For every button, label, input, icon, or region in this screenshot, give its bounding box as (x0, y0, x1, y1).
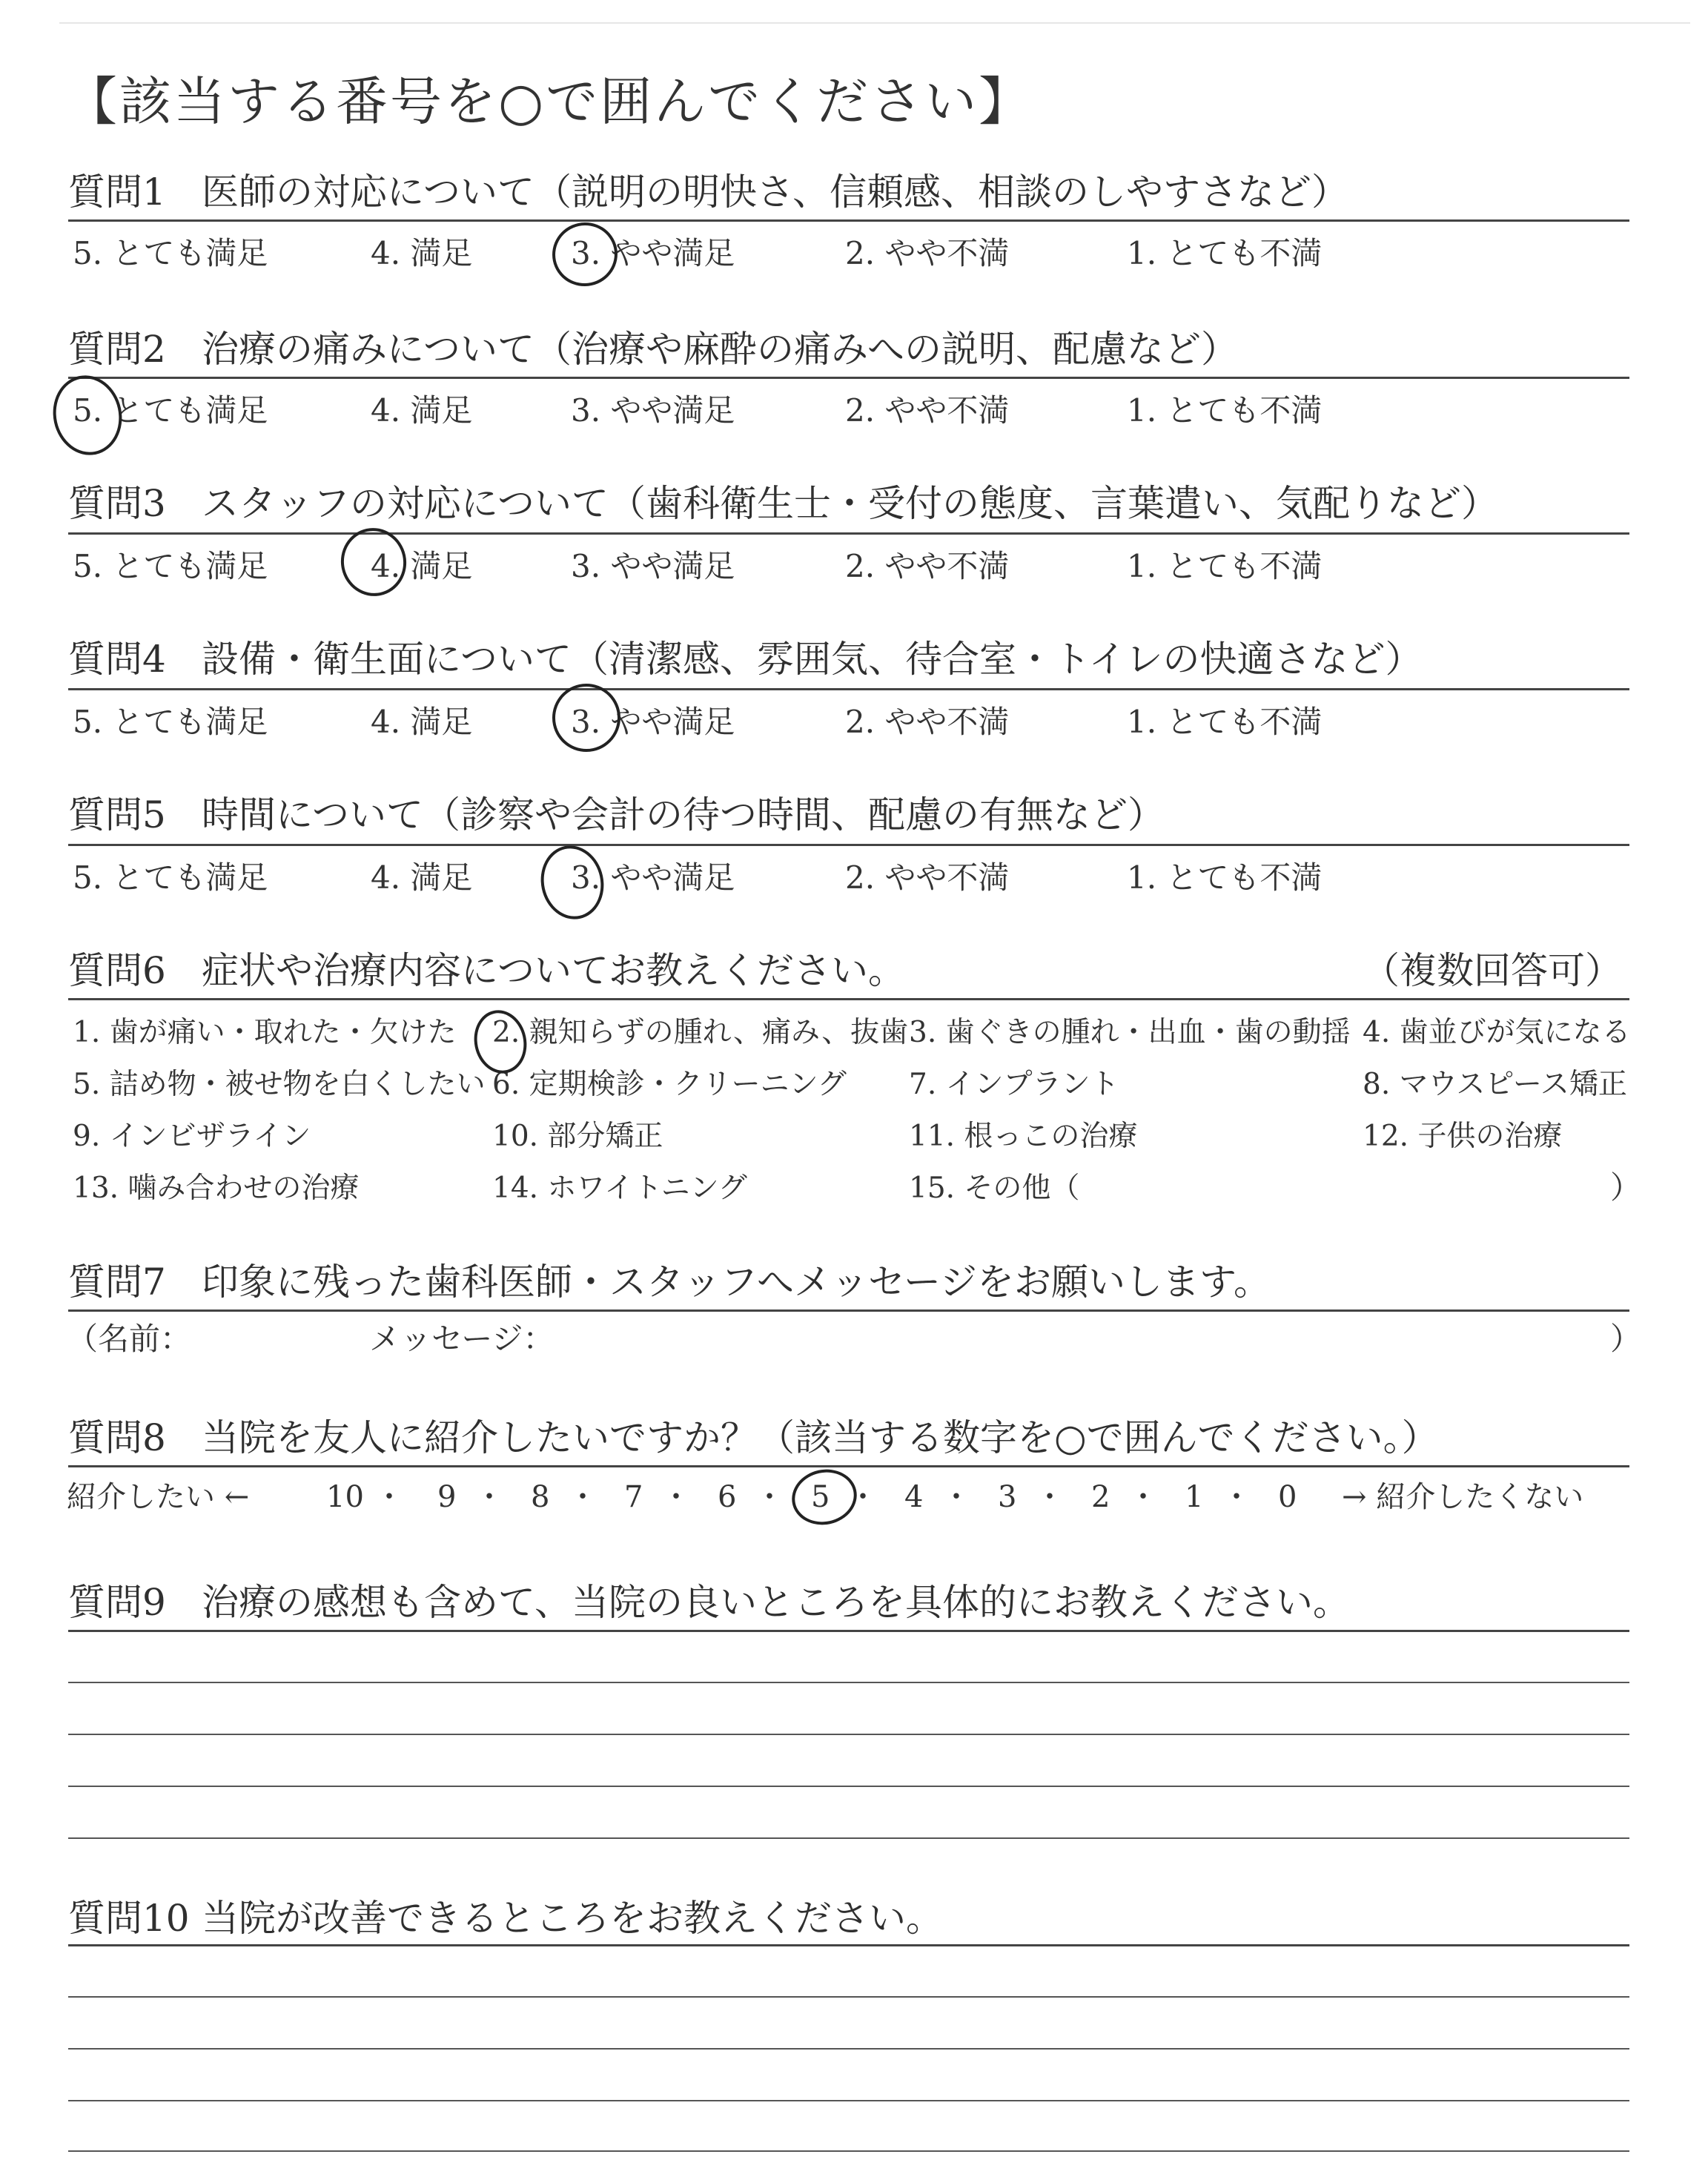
q6-number: 質問6 (68, 949, 166, 992)
q5-answer-circle (534, 839, 611, 925)
q8-dot: ・ (568, 1480, 598, 1514)
q3-option-5[interactable]: 5. とても満足 (73, 548, 268, 584)
q8-dot: ・ (1128, 1480, 1158, 1514)
q3-option-1[interactable]: 1. とても不満 (1127, 548, 1323, 584)
q6-option-12[interactable]: 12. 子供の治療 (1363, 1120, 1563, 1153)
q8-scale-5[interactable]: 5 (811, 1480, 830, 1514)
q4-option-1[interactable]: 1. とても不満 (1127, 704, 1323, 740)
q6-option-2[interactable]: 2. 親知らずの腫れ、痛み、抜歯 (492, 1016, 909, 1049)
q6-option-13[interactable]: 13. 噛み合わせの治療 (73, 1172, 360, 1205)
q8-scale-1[interactable]: 1 (1185, 1480, 1204, 1514)
q8-dot: ・ (848, 1480, 878, 1514)
q1-number: 質問1 (68, 171, 166, 214)
q6-option-9[interactable]: 9. インビザライン (73, 1120, 311, 1153)
q3-number: 質問3 (68, 482, 166, 525)
q4-rule (68, 688, 1629, 690)
q6-option-15[interactable]: 15. その他（ (909, 1172, 1080, 1205)
q7-close-paren: ） (1610, 1321, 1642, 1357)
q5-number: 質問5 (68, 793, 166, 836)
q2-title (68, 326, 1238, 372)
q8-scale-0[interactable]: 0 (1278, 1480, 1297, 1514)
q8-left-label: 紹介したい ← (67, 1480, 250, 1514)
q10-answer-line[interactable] (68, 2150, 1629, 2152)
q5-option-3[interactable]: 3. やや満足 (571, 859, 735, 896)
q2-rule (68, 377, 1629, 379)
q3-option-2[interactable]: 2. やや不満 (845, 548, 1010, 584)
q7-number: 質問7 (68, 1261, 166, 1304)
q6-option-8[interactable]: 8. マウスピース矯正 (1363, 1068, 1627, 1101)
q5-option-2[interactable]: 2. やや不満 (845, 859, 1010, 896)
q5-title (68, 792, 1165, 838)
q3-text: スタッフの対応について（歯科衛生士・受付の態度、言葉遣い、気配りなど） (202, 482, 1498, 525)
q8-dot: ・ (374, 1480, 404, 1514)
q1-option-5[interactable]: 5. とても満足 (73, 235, 268, 271)
q3-title (68, 480, 1498, 526)
q8-answer-circle (787, 1464, 861, 1531)
q8-scale-6[interactable]: 6 (718, 1480, 737, 1514)
q5-option-1[interactable]: 1. とても不満 (1127, 859, 1323, 896)
q2-option-3[interactable]: 3. やや満足 (571, 392, 735, 429)
q6-option-10[interactable]: 10. 部分矯正 (492, 1120, 663, 1153)
q5-rule (68, 844, 1629, 846)
q6-option-1[interactable]: 1. 歯が痛い・取れた・欠けた (73, 1016, 457, 1049)
q5-option-4[interactable]: 4. 満足 (371, 859, 473, 896)
q9-rule (68, 1630, 1629, 1632)
q8-scale-10[interactable]: 10 (326, 1480, 364, 1514)
q8-scale-9[interactable]: 9 (437, 1480, 457, 1514)
q6-rule (68, 998, 1629, 1000)
q6-option-14[interactable]: 14. ホワイトニング (492, 1172, 747, 1205)
q3-option-3[interactable]: 3. やや満足 (571, 548, 735, 584)
q8-number: 質問8 (68, 1416, 166, 1459)
q8-dot: ・ (474, 1480, 504, 1514)
q1-option-4[interactable]: 4. 満足 (371, 235, 473, 271)
q6-multi-answer-note: （複数回答可） (1363, 949, 1622, 992)
q8-scale-7[interactable]: 7 (624, 1480, 643, 1514)
q8-dot: ・ (1035, 1480, 1065, 1514)
q1-text: 医師の対応について（説明の明快さ、信頼感、相談のしやすさなど） (202, 171, 1348, 214)
q10-title (68, 1895, 943, 1941)
q8-scale-8[interactable]: 8 (531, 1480, 550, 1514)
q6-option-3[interactable]: 3. 歯ぐきの腫れ・出血・歯の動揺 (909, 1016, 1351, 1049)
q4-option-3[interactable]: 3. やや満足 (571, 704, 735, 740)
q4-number: 質問4 (68, 638, 166, 681)
q2-number: 質問2 (68, 328, 166, 371)
q1-title (68, 169, 1348, 215)
q8-scale-4[interactable]: 4 (904, 1480, 924, 1514)
q2-answer-circle (46, 369, 129, 462)
q2-option-5[interactable]: 5. とても満足 (73, 392, 268, 429)
q7-rule (68, 1309, 1629, 1312)
q1-option-2[interactable]: 2. やや不満 (845, 235, 1010, 271)
q3-rule (68, 532, 1629, 535)
q8-dot: ・ (755, 1480, 784, 1514)
q9-text: 治療の感想も含めて、当院の良いところを具体的にお教えください。 (202, 1581, 1350, 1624)
q8-dot: ・ (941, 1480, 971, 1514)
q6-option-5[interactable]: 5. 詰め物・被せ物を白くしたい (73, 1068, 486, 1101)
q6-text: 症状や治療内容についてお教えください。 (202, 949, 905, 992)
q9-answer-line[interactable] (68, 1682, 1629, 1683)
q2-option-1[interactable]: 1. とても不満 (1127, 392, 1323, 429)
q4-title (68, 636, 1423, 682)
q7-text: 印象に残った歯科医師・スタッフへメッセージをお願いします。 (202, 1261, 1271, 1304)
q10-rule (68, 1944, 1629, 1946)
q5-option-5[interactable]: 5. とても満足 (73, 859, 268, 896)
q1-rule (68, 219, 1629, 222)
q4-option-2[interactable]: 2. やや不満 (845, 704, 1010, 740)
q8-scale-2[interactable]: 2 (1091, 1480, 1110, 1514)
q8-rule (68, 1465, 1629, 1467)
q2-option-4[interactable]: 4. 満足 (371, 392, 473, 429)
q9-number: 質問9 (68, 1581, 166, 1624)
q7-message-label: メッセージ： (369, 1321, 555, 1357)
q1-answer-circle (546, 217, 623, 292)
q10-answer-line[interactable] (68, 1996, 1629, 1998)
q8-scale-3[interactable]: 3 (998, 1480, 1017, 1514)
page-title: 【該当する番号を○で囲んでください】 (65, 71, 1033, 132)
q9-answer-line[interactable] (68, 1786, 1629, 1787)
q3-option-4[interactable]: 4. 満足 (371, 548, 473, 584)
q10-text: 当院が改善できるところをお教えください。 (202, 1897, 943, 1940)
q10-answer-line[interactable] (68, 2100, 1629, 2101)
q8-text: 当院を友人に紹介したいですか？（該当する数字を○で囲んでください。） (202, 1416, 1439, 1459)
q1-option-3[interactable]: 3. やや満足 (571, 235, 735, 271)
q8-right-label: → 紹介したくない (1342, 1480, 1584, 1514)
q4-text: 設備・衛生面について（清潔感、雰囲気、待合室・トイレの快適さなど） (202, 638, 1423, 681)
q9-answer-line[interactable] (68, 1734, 1629, 1735)
q4-option-5[interactable]: 5. とても満足 (73, 704, 268, 740)
q6-title (68, 948, 1629, 994)
q8-dot: ・ (1222, 1480, 1251, 1514)
q6-other-close-paren: ） (1610, 1169, 1642, 1206)
q6-option-11[interactable]: 11. 根っこの治療 (909, 1120, 1138, 1153)
q10-answer-line[interactable] (68, 2048, 1629, 2050)
q8-dot: ・ (661, 1480, 691, 1514)
q10-number: 質問10 (68, 1897, 190, 1940)
q2-option-2[interactable]: 2. やや不満 (845, 392, 1010, 429)
q6-option-4[interactable]: 4. 歯並びが気になる (1363, 1016, 1631, 1049)
q7-title (68, 1259, 1271, 1305)
q5-text: 時間について（診察や会計の待つ時間、配慮の有無など） (202, 793, 1165, 836)
q6-option-6[interactable]: 6. 定期検診・クリーニング (492, 1068, 847, 1101)
q8-title (68, 1415, 1439, 1461)
q7-name-label: （名前： (67, 1321, 192, 1357)
q6-option-7[interactable]: 7. インプラント (909, 1068, 1119, 1101)
q2-text: 治療の痛みについて（治療や麻酔の痛みへの説明、配慮など） (202, 328, 1238, 371)
q9-title (68, 1579, 1350, 1625)
q1-option-1[interactable]: 1. とても不満 (1127, 235, 1323, 271)
top-border (59, 22, 1690, 24)
q9-answer-line[interactable] (68, 1837, 1629, 1839)
q4-option-4[interactable]: 4. 満足 (371, 704, 473, 740)
